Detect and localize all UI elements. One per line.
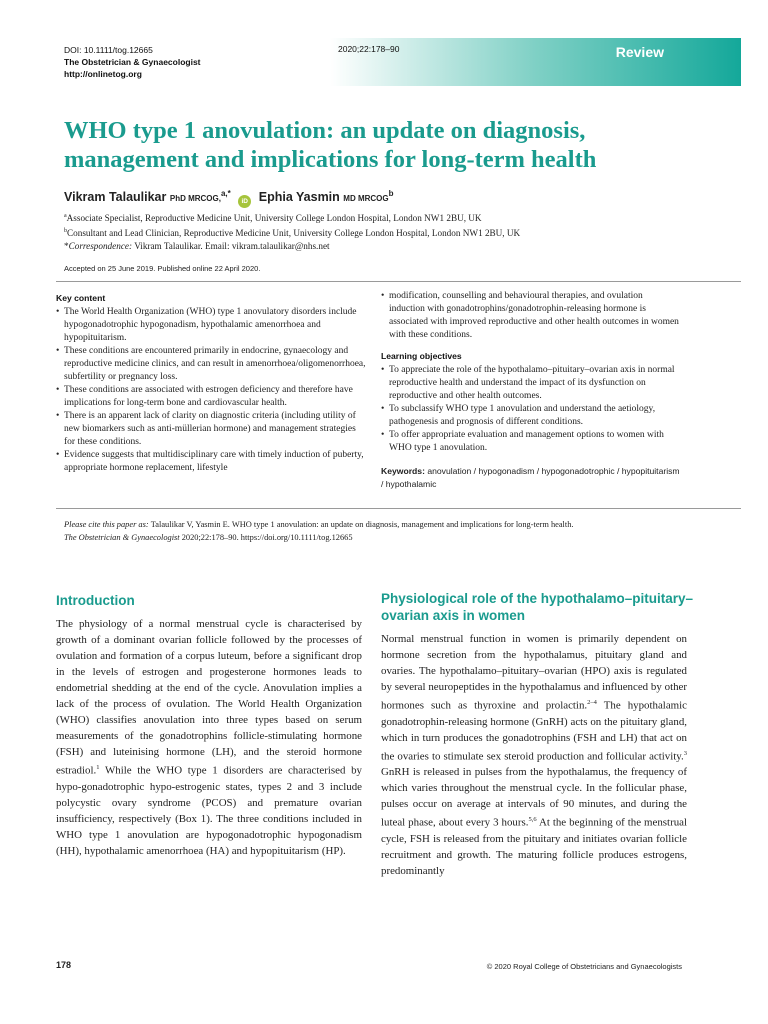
list-item: • The World Health Organization (WHO) type 1 anovulatory disorders include hypogonadotrophic hypogonadism, hypothalamic amenorrhoea and hypopituitarism.: [56, 306, 366, 345]
key-content-continuation: • modification, counselling and behavioural therapies, and ovulation induction with gonadotrophins/gonadotrophin-releasing hormone is associated with improved reproductive and other health outcomes in women with these conditions.: [381, 290, 681, 342]
affiliation-a: $^a$Associate Specialist, Reproductive Medicine Unit, University College London Hospital, London NW1 2BU, UK: [64, 213, 482, 224]
list-item: • To appreciate the role of the hypothalamo–pituitary–ovarian axis in normal reproductive health and understand the impact of its dysfunction on reproductive and other health outcomes.: [381, 364, 681, 403]
key-content-continued: [381, 290, 681, 491]
author-2-name: Ephia Yasmin: [258, 190, 340, 205]
correspondence: *Correspondence: Vikram Talaulikar. Email: vikram.talaulikar@nhs.net: [64, 241, 330, 252]
accepted-date: Accepted on 25 June 2019. Published online 22 April 2020.: [64, 264, 261, 273]
affiliation-b: $^b$Consultant and Lead Clinician, Reproductive Medicine Unit, University College London Hospital, London NW1 2BU, UK: [64, 228, 521, 239]
list-item: • Evidence suggests that multidisciplinary care with timely induction of puberty, appropriate hormone replacement, lifestyle: [56, 449, 366, 475]
review-badge: Review: [615, 44, 664, 60]
list-item: • To offer appropriate evaluation and management options to women with WHO type 1 anovulation.: [381, 429, 681, 455]
author-2-marks: b: [388, 189, 394, 198]
physiology-heading: Physiological role of the hypothalamo–pituitary–ovarian axis in women: [381, 591, 694, 623]
physiology-body: Normal menstrual function in women is primarily dependent on hormone secretion from the hypothalamus, pituitary gland and ovaries. The hypothalamo–pituitary–ovarian (HPO) axis is regulated by several neuropeptides in the hypothalamus and influenced by other hormones such as thyroxine and prolactin.$^{2-4}$ The hypothalamic gonadotrophin-releasing hormone (GnRH) acts on the pituitary gland, which in turn produces the gonadotrophins (FSH and LH) that act on the ovaries to stimulate sex steroid production and follicular activity.$^3$ GnRH is released in pulses from the hypothalamus, the frequency of which varies throughout the menstrual cycle. In the follicular phase, pulses occur on average at intervals of 90 minutes, and during the luteal phase, about every 3 hours.$^{5,6}$ At the beginning of the menstrual cycle, FSH is released from the pituitary and initiates ovarian follicle recruitment and growth. The maturing follicle produces estrogens, predominantly: [381, 633, 688, 877]
page-number: 178: [56, 960, 72, 970]
keywords: Keywords: anovulation / hypogonadism / hypogonadotrophic / hypopituitarism / hypothalamic: [381, 466, 680, 489]
author-1-degrees: PhD MRCOG,: [169, 194, 221, 204]
copyright: © 2020 Royal College of Obstetricians and Gynaecologists: [486, 962, 682, 971]
journal-meta: [64, 44, 201, 80]
key-content-heading: Key content: [56, 293, 106, 303]
list-item: • There is an apparent lack of clarity on diagnostic criteria (including utility of new biomarkers such as anti-müllerian hormone) and management strategies for these conditions.: [56, 410, 366, 449]
doi: DOI: 10.1111/tog.12665: [64, 45, 153, 55]
journal-url[interactable]: http://onlinetog.org: [64, 69, 142, 79]
issue-info: 2020;22:178–90: [338, 44, 400, 54]
reference-link[interactable]: 5,6: [528, 816, 537, 824]
list-item: • These conditions are encountered primarily in endocrine, gynaecology and reproductive medicine clinics, and can result in amenorrhoea/oligomenorrhoea, subfertility or pregnancy loss.: [56, 345, 366, 384]
divider: [56, 508, 741, 509]
divider: [56, 281, 741, 282]
reference-link[interactable]: 1: [96, 764, 100, 771]
introduction-body: The physiology of a normal menstrual cycle is characterised by growth of a dominant ovarian follicle followed by the processes of ovulation and formation of a corpus luteum, before a significant drop in the levels of estrogen and progesterone hormones leads to endometrial shedding at the end of the cycle. Anovulation implies a lack of the process of ovulation. The World Health Organization (WHO) classifies anovulation into three types based on serum measurements of the gonadotrophins follicle-stimulating hormone (FSH) and luteinising hormone (LH), and the steroid hormone estradiol.$^1$ While the WHO type 1 disorders are characterised by hypo-gonadotrophic hypo-estrogenic states, types 2 and 3 include polycystic ovary syndrome (PCOS) and premature ovarian insufficiency, respectively (Box 1). The three conditions included in WHO type 1 anovulation are hypogonadotrophic hypogonadism (HH), hypothalamic amenorrhoea (HA) and hypopituitarism (HP).: [56, 618, 362, 857]
reference-link[interactable]: 2–4: [587, 699, 597, 706]
author-1-marks: a,*: [220, 189, 231, 198]
learning-objectives-heading: Learning objectives: [381, 351, 462, 361]
author-2-degrees: MD MRCOG: [343, 194, 389, 204]
orcid-icon[interactable]: iD: [238, 195, 251, 208]
author-1-name: Vikram Talaulikar: [64, 190, 167, 205]
list-item: • To subclassify WHO type 1 anovulation and understand the aetiology, pathogenesis and prognosis of different conditions.: [381, 403, 681, 429]
journal-name: The Obstetrician & Gynaecologist: [64, 57, 201, 67]
key-content-box: [56, 292, 366, 475]
reference-link[interactable]: 3: [683, 749, 687, 757]
author-line: [64, 189, 394, 208]
list-item: • These conditions are associated with estrogen deficiency and therefore have implications for long-term bone and cardiovascular health.: [56, 384, 366, 410]
affiliations: [64, 210, 724, 253]
article-title: WHO type 1 anovulation: an update on diagnosis, management and implications for long-term health: [64, 117, 597, 173]
introduction-heading: Introduction: [56, 593, 135, 608]
citation-note: Please cite this paper as: Talaulikar V, Yasmin E. WHO type 1 anovulation: an update on diagnosis, management and implications for long-term health. The Obstetrician & Gynaecologist 2020;22:178–90. https://doi.org/10.1111/tog.12665: [64, 520, 574, 542]
